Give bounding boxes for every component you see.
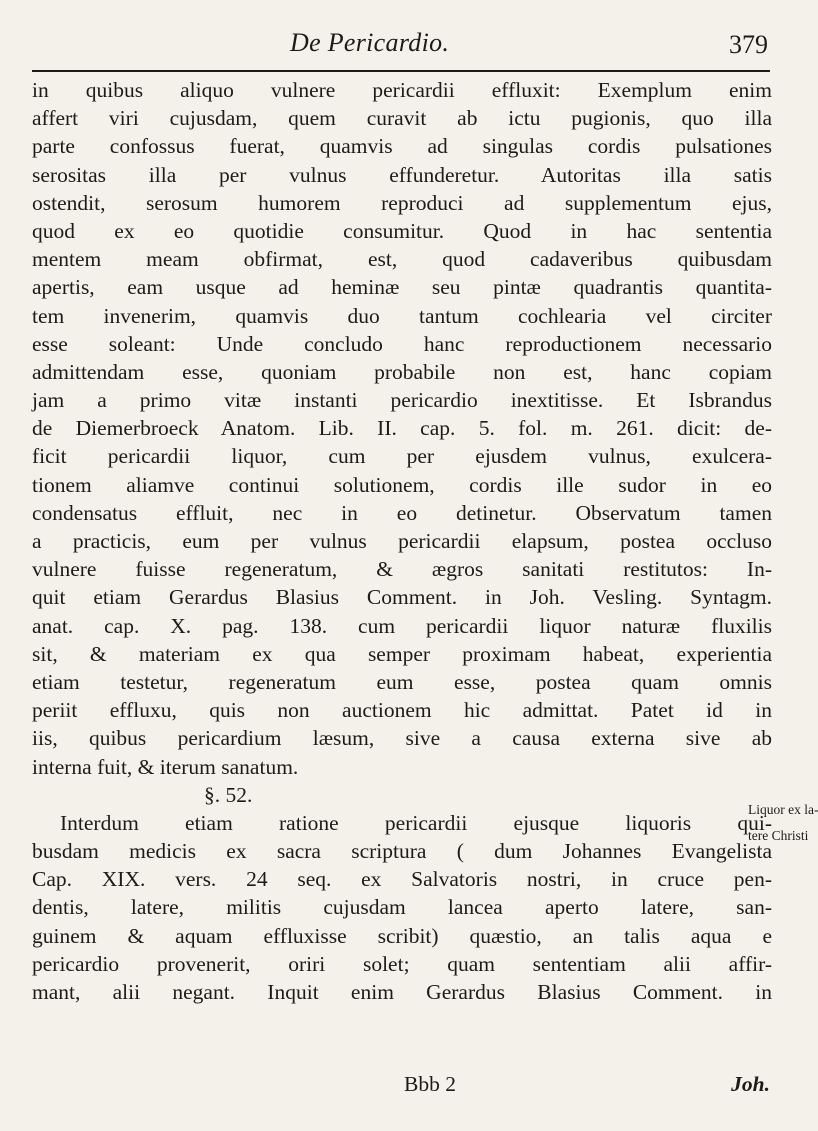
text-line: mant, alii negant. Inquit enim Gerardus Blasius Comment. in — [32, 980, 772, 1004]
signature-mark: Bbb 2 — [404, 1072, 456, 1096]
catchword: Joh. — [731, 1072, 770, 1096]
text-line: tionem aliamve continui solutionem, cordis ille sudor in eo — [32, 472, 772, 497]
text-line: jam a primo vitæ instanti pericardio inextitisse. Et Isbrandus — [32, 388, 772, 413]
text-line: Interdum etiam ratione pericardii ejusque liquoris qui- — [60, 810, 772, 835]
text-line: a practicis, eum per vulnus pericardii elapsum, postea occluso — [32, 529, 772, 553]
text-line: iis, quibus pericardium læsum, sive a causa externa sive ab — [32, 726, 772, 751]
text-line: mentem meam obfirmat, est, quod cadaveribus quibusdam — [32, 247, 772, 272]
text-line: in quibus aliquo vulnere pericardii effluxit: Exemplum enim — [32, 78, 772, 102]
text-line: vulnere fuisse regeneratum, & ægros sanitati restitutos: In- — [32, 557, 772, 582]
text-line: guinem & aquam effluxisse scribit) quæstio, an talis aqua e — [32, 923, 772, 948]
text-line: admittendam esse, quoniam probabile non est, hanc copiam — [32, 359, 772, 384]
text-line: parte confossus fuerat, quamvis ad singulas cordis pulsationes — [32, 134, 772, 159]
page-number: 379 — [729, 30, 768, 59]
body-text — [32, 76, 772, 1006]
running-title: De Pericardio. — [290, 28, 450, 57]
text-line: de Diemerbroeck Anatom. Lib. II. cap. 5. fol. m. 261. dicit: de- — [32, 416, 772, 441]
header-rule — [32, 70, 770, 72]
margin-note-line: Liquor ex la- — [748, 802, 818, 817]
text-line: periit effluxu, quis non auctionem hic admittat. Patet id in — [32, 698, 772, 723]
text-line: interna fuit, & iterum sanatum. — [32, 754, 299, 779]
text-line: affert viri cujusdam, quem curavit ab ictu pugionis, quo illa — [32, 106, 772, 131]
text-line: Cap. XIX. vers. 24 seq. ex Salvatoris nostri, in cruce pen- — [32, 867, 772, 892]
text-line: apertis, eam usque ad heminæ seu pintæ quadrantis quantita- — [32, 275, 772, 300]
text-line: quit etiam Gerardus Blasius Comment. in Joh. Vesling. Syntagm. — [32, 585, 772, 610]
text-line: condensatus effluit, nec in eo detinetur. Observatum tamen — [32, 500, 772, 525]
text-line: ficit pericardii liquor, cum per ejusdem vulnus, exulcera- — [32, 444, 772, 469]
text-line: quod ex eo quotidie consumitur. Quod in hac sententia — [32, 218, 772, 243]
text-line: anat. cap. X. pag. 138. cum pericardii liquor naturæ fluxilis — [32, 613, 772, 638]
section-heading: §. 52. — [204, 782, 253, 807]
text-line: etiam testetur, regeneratum eum esse, postea quam omnis — [32, 669, 772, 694]
text-line: serositas illa per vulnus effunderetur. Autoritas illa satis — [32, 162, 772, 187]
text-line: esse soleant: Unde concludo hanc reproductionem necessario — [32, 331, 772, 356]
text-line: tem invenerim, quamvis duo tantum cochlearia vel circiter — [32, 303, 772, 328]
text-line: sit, & materiam ex qua semper proximam habeat, experientia — [32, 641, 772, 666]
text-line: busdam medicis ex sacra scriptura ( dum Johannes Evangelista — [32, 839, 772, 864]
page-footer — [32, 1072, 770, 1102]
text-line: pericardio provenerit, oriri solet; quam sententiam alii affir- — [32, 951, 772, 976]
page-header — [32, 28, 772, 66]
text-line: dentis, latere, militis cujusdam lancea aperto latere, san- — [32, 895, 772, 920]
margin-note-line: tere Christi — [748, 828, 809, 843]
text-line: ostendit, serosum humorem reproduci ad supplementum ejus, — [32, 190, 772, 215]
